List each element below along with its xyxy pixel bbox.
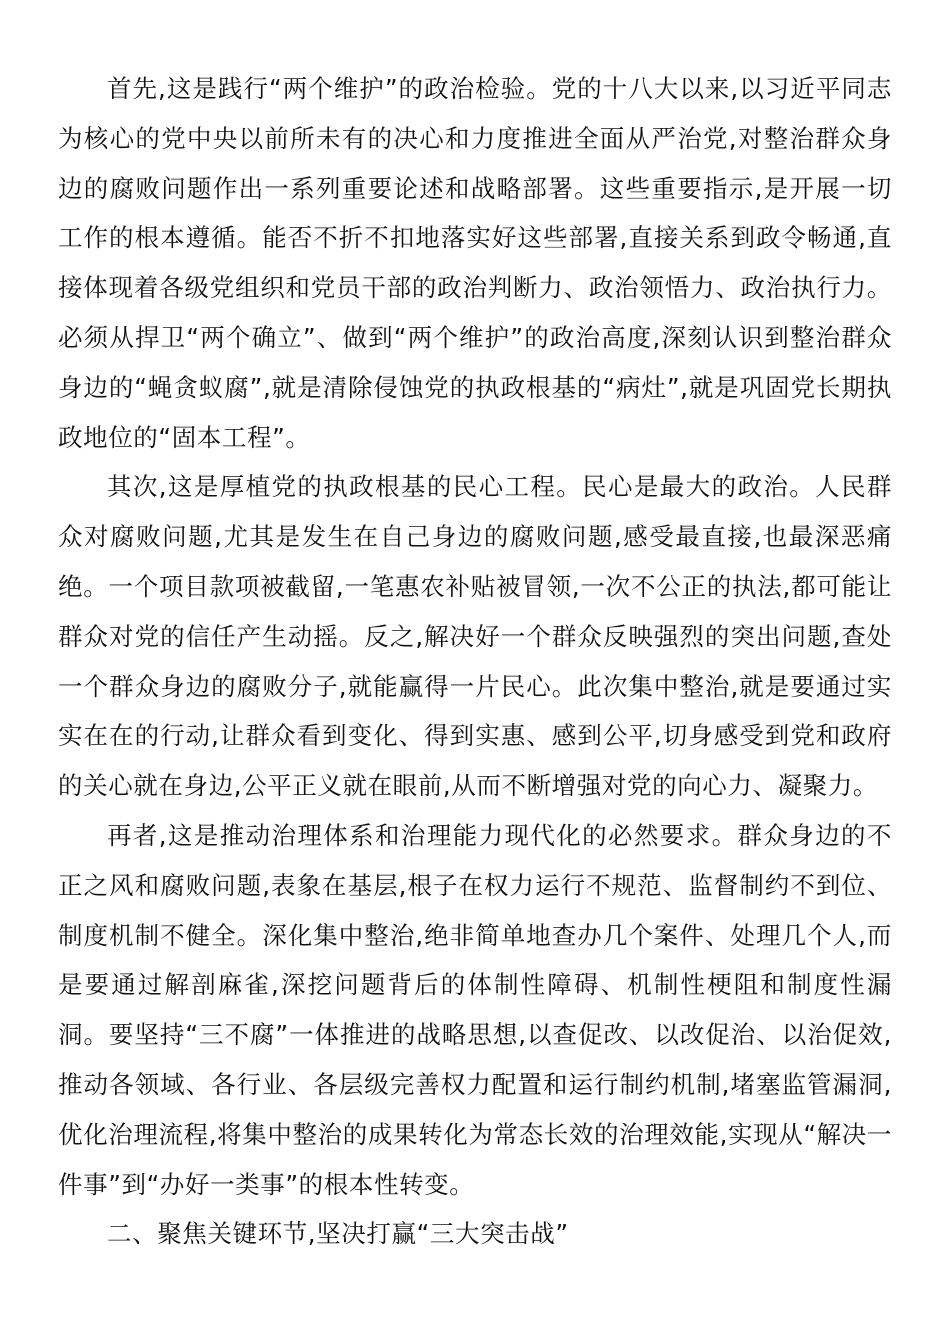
section-heading: 二、聚焦关键环节,坚决打赢“三大突击战” (107, 1219, 569, 1249)
paragraph-first: 首先,这是践行“两个维护”的政治检验。党的十八大以来,以习近平同志为核心的党中央以前所未有的决心和力度推进全面从严治党,对整治群众身边的腐败问题作出一系列重要论述和战略部署。这些重要指示,是开展一切工作的根本遵循。能否不折不扣地落实好这些部署,直接关系到政令畅通,直接体现着各级党组织和党员干部的政治判断力、政治领悟力、政治执行力。必须从捍卫“两个确立”、做到“两个维护”的政治高度,深刻认识到整治群众身边的“蝇贪蚁腐”,就是清除侵蚀党的执政根基的“病灶”,就是巩固党长期执政地位的“固本工程”。 (58, 74, 892, 452)
paragraph-third: 再者,这是推动治理体系和治理能力现代化的必然要求。群众身边的不正之风和腐败问题,表象在基层,根子在权力运行不规范、监督制约不到位、制度机制不健全。深化集中整治,绝非简单地查办几个案件、处理几个人,而是要通过解剖麻雀,深挖问题背后的体制性障碍、机制性梗阻和制度性漏洞。要坚持“三不腐”一体推进的战略思想,以查促改、以改促治、以治促效,推动各领域、各行业、各层级完善权力配置和运行制约机制,堵塞监管漏洞,优化治理流程,将集中整治的成果转化为常态长效的治理效能,实现从“解决一件事”到“办好一类事”的根本性转变。 (58, 820, 892, 1199)
paragraph-second: 其次,这是厚植党的执政根基的民心工程。民心是最大的政治。人民群众对腐败问题,尤其是发生在自己身边的腐败问题,感受最直接,也最深恶痛绝。一个项目款项被截留,一笔惠农补贴被冒领,一次不公正的执法,都可能让群众对党的信任产生动摇。反之,解决好一个群众反映强烈的突出问题,查处一个群众身边的腐败分子,就能赢得一片民心。此次集中整治,就是要通过实实在在的行动,让群众看到变化、得到实惠、感到公平,切身感受到党和政府的关心就在身边,公平正义就在眼前,从而不断增强对党的向心力、凝聚力。 (58, 472, 892, 801)
